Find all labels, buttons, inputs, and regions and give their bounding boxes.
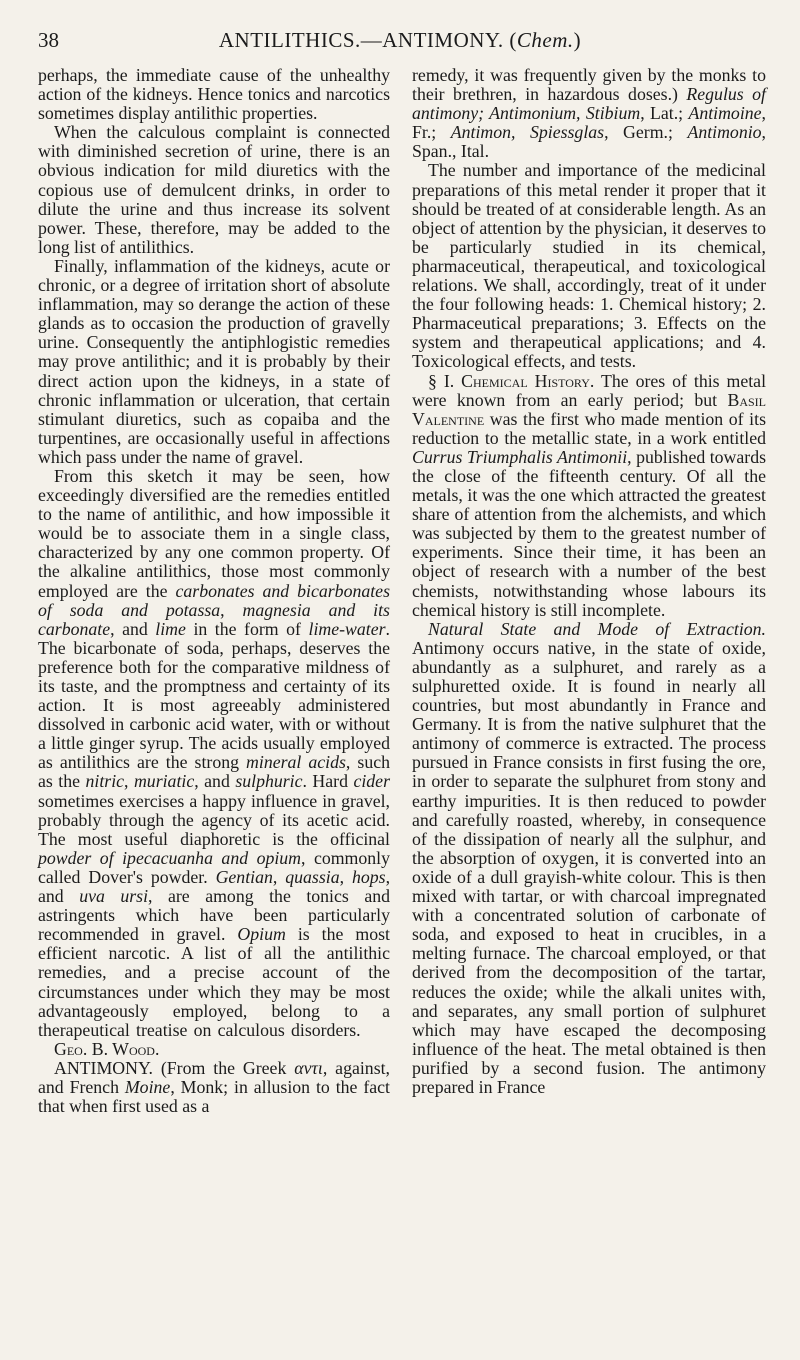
left-column bbox=[38, 66, 390, 1116]
author-signature: Geo. B. Wood. bbox=[54, 1038, 160, 1059]
text-run: , bbox=[124, 771, 134, 792]
text-run: , commonly called Dover's powder. bbox=[38, 847, 391, 887]
paragraph bbox=[412, 372, 766, 620]
italic-run: sulphuric bbox=[235, 771, 303, 792]
text-run: , such as the bbox=[38, 752, 391, 792]
text-run: , and bbox=[38, 866, 391, 907]
text-run: . Hard bbox=[302, 771, 354, 792]
text-run: sometimes exercises a happy influence in gravel, probably through the agency of its acetic acid. The most useful diaphoretic is the officinal bbox=[38, 790, 390, 849]
italic-run: muriatic bbox=[133, 771, 195, 792]
text-run: , and bbox=[194, 771, 236, 792]
italic-run: Opium bbox=[237, 924, 286, 945]
running-head-italic: Chem. bbox=[516, 28, 574, 52]
page-header bbox=[38, 28, 762, 58]
text-run: . The bicarbonate of soda, perhaps, deserves the preference both for the comparative mildness of its taste, and the promptness and certainty of its action. It is most agreeably administered dissolved in carbonic acid water, with or without a little ginger syrup. The acids usually employed as antilithics are the strong bbox=[38, 618, 390, 773]
italic-run: Moine bbox=[124, 1076, 171, 1097]
right-column bbox=[412, 66, 766, 1097]
italic-run: lime bbox=[155, 618, 186, 639]
text-run: , Germ.; bbox=[604, 122, 688, 143]
small-caps-run: Basil Valentine bbox=[412, 389, 766, 429]
text-run: , Fr.; bbox=[412, 103, 766, 143]
text-run: , bbox=[339, 866, 352, 887]
text-run: , against, and French bbox=[38, 1057, 390, 1097]
text-run: , Lat.; bbox=[640, 103, 689, 124]
paragraph: The number and importance of the medicinal preparations of this metal render it proper that it should be treated of at considerable length. As an object of attention by the physician, it deserves to be particularly studied in its chemical, pharmaceutical, therapeutical, and toxicological relations. We shall, accordingly, treat of it under the four following heads: 1. Chemical history; 2. Pharmaceutical preparations; 3. Effects on the system and therapeutical applications; and 4. Toxicological effects, and tests. bbox=[412, 160, 766, 372]
section-heading: § I. Chemical History. bbox=[428, 370, 595, 391]
italic-run: lime-water bbox=[308, 618, 386, 639]
text-run: was the first who made mention of its reduction to the metallic state, in a work entitled bbox=[412, 408, 766, 448]
italic-run: Regulus of antimony; Antimonium, Stibium bbox=[412, 84, 766, 124]
text-run: remedy, it was frequently given by the monks to their brethren, in hazardous doses.) bbox=[412, 65, 766, 105]
text-run: , Span., Ital. bbox=[412, 122, 766, 162]
paragraph: Finally, inflammation of the kidneys, acute or chronic, or a degree of irritation short of absolute inflammation, may so derange the action of these glands as to occasion the production of gravelly urine. Consequently the antiphlogistic remedies may prove antilithic; and it is probably by their direct action upon the kidneys, in a state of chronic inflammation or ulceration, that certain stimulant diuretics, such as copaiba and the turpentines, are occasionally useful in affections which pass under the name of gravel. bbox=[38, 255, 390, 467]
paragraph: perhaps, the immediate cause of the unhealthy action of the kidneys. Hence tonics and narcotics sometimes display antilithic properties. bbox=[38, 65, 390, 124]
italic-run: αντι bbox=[294, 1057, 323, 1078]
text-run: The ores of this metal were known from an early period; but bbox=[412, 370, 767, 410]
text-run: , Monk; in allusion to the fact that when first used as a bbox=[38, 1076, 390, 1117]
running-head-close: ) bbox=[573, 28, 582, 52]
text-run: in the form of bbox=[185, 618, 309, 639]
italic-run: mineral acids bbox=[246, 752, 346, 773]
italic-run: nitric bbox=[85, 771, 125, 792]
text-run: , bbox=[272, 866, 286, 887]
italic-run: carbonates and bicarbonates of soda and potassa bbox=[38, 580, 390, 620]
italic-run: Gentian bbox=[215, 866, 273, 887]
text-run: From this sketch it may be seen, how exceedingly diversified are the remedies entitled to the name of antilithic, and how impossible it would be to associate them in a single class, characterized by any one common property. Of the alkaline antilithics, those most commonly employed are the bbox=[38, 465, 390, 601]
italic-run: magnesia and its carbonate bbox=[38, 599, 390, 639]
text-run: , bbox=[220, 599, 243, 620]
italic-run: Antimoine bbox=[688, 103, 762, 124]
italic-run: Currus Triumphalis Antimonii bbox=[412, 446, 628, 467]
running-head bbox=[38, 28, 762, 53]
italic-run: hops bbox=[351, 866, 386, 887]
italic-run: uva ursi bbox=[79, 886, 149, 907]
text-run: ANTIMONY. (From the Greek bbox=[54, 1057, 295, 1078]
text-run: , published towards the close of the fifteenth century. Of all the metals, it was the one which attracted the greatest share of attention from the alchemists, and which was subjected by them to the greatest number of experiments. Since their time, it has been an object of research with a number of the best chemists, notwithstanding whose labours its chemical history is still incomplete. bbox=[412, 446, 767, 620]
running-head-main: ANTILITHICS.—ANTIMONY. ( bbox=[218, 28, 517, 52]
italic-run: Antimonio bbox=[687, 122, 762, 143]
paragraph bbox=[38, 1059, 390, 1116]
paragraph bbox=[38, 467, 390, 1059]
subsection-heading: Natural State and Mode of Extraction. bbox=[428, 618, 766, 639]
text-run: is the most efficient narcotic. A list of all the antilithic remedies, and a precise account of the circumstances under which they may be most advantageously employed, belong to a therapeutical treatise on calculous disorders. bbox=[38, 924, 390, 1040]
text-run: , are among the tonics and astringents which have been particularly recommended in gravel. bbox=[38, 886, 390, 945]
paragraph: When the calculous complaint is connected with diminished secretion of urine, there is an obvious indication for mild diuretics with the copious use of demulcent drinks, in order to dilute the urine and thus increase its solvent power. These, therefore, may be added to the long list of antilithics. bbox=[38, 122, 390, 257]
paragraph bbox=[412, 620, 766, 1097]
italic-run: Antimon, Spiessglas bbox=[450, 122, 605, 143]
italic-run: quassia bbox=[285, 866, 340, 887]
paragraph bbox=[412, 66, 766, 161]
page-number: 38 bbox=[38, 28, 59, 52]
italic-run: cider bbox=[353, 771, 390, 792]
text-run: , and bbox=[110, 618, 156, 639]
text-run: Antimony occurs native, in the state of oxide, abundantly as a sulphuret, and rarely as a sulphuretted oxide. It is found in nearly all countries, but most abundantly in France and Germany. It is from the native sulphuret that the antimony of commerce is extracted. The process pursued in France consists in first fusing the ore, in order to separate the sulphuret from stony and earthy impurities. It is then reduced to powder and carefully roasted, whereby, in consequence of the dissipation of nearly all the sulphur, and the absorption of oxygen, it is converted into an oxide of a dull grayish-white colour. This is then mixed with tartar, or with charcoal impregnated with a concentrated solution of carbonate of soda, and exposed to heat in crucibles, in a melting furnace. The charcoal employed, or that derived from the decomposition of the tartar, reduces the oxide; while the alkali unites with, and separates, any small portion of sulphuret which may have escaped the decomposing influence of the heat. The metal obtained is then purified by a second fusion. The antimony prepared in France bbox=[412, 637, 766, 1097]
italic-run: powder of ipecacuanha and opium bbox=[38, 847, 302, 868]
